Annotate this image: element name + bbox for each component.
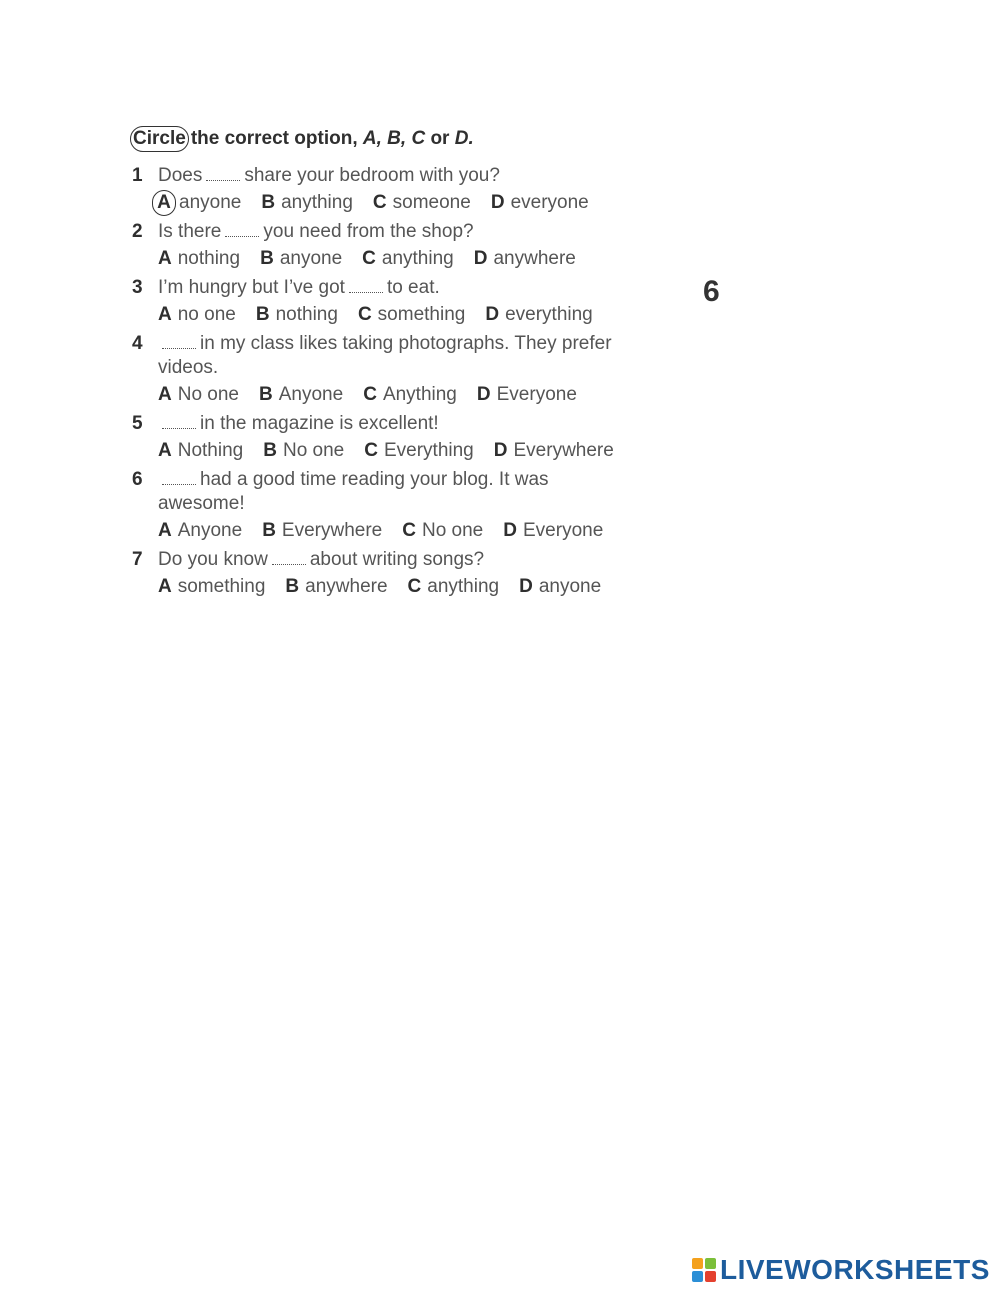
option-text: No one xyxy=(177,384,240,405)
option-row xyxy=(130,516,670,546)
option-letter: D xyxy=(490,192,505,213)
option-letter: D xyxy=(473,248,488,269)
option-text: Everyone xyxy=(496,384,577,405)
option-text: no one xyxy=(177,304,236,325)
option-letter: C xyxy=(372,192,387,213)
question-number: 1 xyxy=(132,165,143,186)
instruction-last-option: D. xyxy=(454,128,474,149)
option-letter: A xyxy=(158,520,172,541)
option-letter: C xyxy=(364,440,378,461)
question-text xyxy=(130,276,670,300)
question-text-after: in my class likes taking photographs. They prefer xyxy=(200,333,612,354)
option-b[interactable] xyxy=(262,516,382,546)
option-c[interactable] xyxy=(364,436,474,466)
option-c[interactable] xyxy=(408,572,500,602)
logo-tile-4 xyxy=(705,1271,716,1282)
option-row xyxy=(130,244,670,274)
option-b[interactable] xyxy=(260,244,342,274)
question-text-after: share your bedroom with you? xyxy=(244,165,500,186)
liveworksheets-logo xyxy=(692,1254,990,1286)
option-letter: C xyxy=(362,248,376,269)
option-text: Everywhere xyxy=(281,520,383,541)
option-text: Anything xyxy=(382,384,457,405)
option-letter: B xyxy=(262,520,276,541)
option-letter: B xyxy=(261,192,276,213)
answer-blank xyxy=(162,332,196,349)
option-text: something xyxy=(377,304,466,325)
question-text-after: about writing songs? xyxy=(309,549,485,570)
circled-option-letter: A xyxy=(152,190,176,216)
option-text: Everywhere xyxy=(513,440,614,461)
option-text: Everyone xyxy=(523,520,604,541)
option-d[interactable] xyxy=(519,572,601,602)
option-row xyxy=(130,188,670,218)
logo-tile-2 xyxy=(705,1258,716,1269)
question-continuation: videos. xyxy=(158,357,219,378)
question-5 xyxy=(130,412,670,466)
option-c[interactable] xyxy=(362,244,454,274)
option-text: everything xyxy=(505,304,593,325)
option-text: something xyxy=(177,576,266,597)
option-letter: D xyxy=(503,520,517,541)
logo-text: LIVEWORKSHEETS xyxy=(720,1254,990,1285)
option-row xyxy=(130,572,670,602)
question-number: 7 xyxy=(132,549,143,570)
option-c[interactable] xyxy=(363,380,457,410)
option-b[interactable] xyxy=(259,380,343,410)
answer-blank xyxy=(225,220,259,237)
cropped-heading-glyph: 6 xyxy=(703,275,720,308)
option-text: anything xyxy=(427,576,500,597)
option-a[interactable] xyxy=(158,188,241,218)
option-letter: A xyxy=(158,248,172,269)
option-letter: C xyxy=(407,576,422,597)
question-text xyxy=(130,164,670,188)
question-text xyxy=(130,412,670,436)
question-text xyxy=(130,468,670,492)
option-row xyxy=(130,436,670,466)
logo-tile-3 xyxy=(692,1271,703,1282)
option-a[interactable] xyxy=(158,436,243,466)
option-b[interactable] xyxy=(256,300,338,330)
option-text: Nothing xyxy=(177,440,244,461)
option-letter: A xyxy=(158,576,172,597)
option-text: No one xyxy=(421,520,484,541)
question-text xyxy=(130,332,670,356)
option-letter: D xyxy=(485,304,500,325)
circled-word: Circle xyxy=(130,126,189,152)
option-text: Anyone xyxy=(177,520,243,541)
option-b[interactable] xyxy=(285,572,387,602)
option-c[interactable] xyxy=(402,516,483,546)
question-text-after: had a good time reading your blog. It was xyxy=(200,469,549,490)
answer-blank xyxy=(206,164,240,181)
question-list xyxy=(130,164,670,602)
question-number: 2 xyxy=(132,221,143,242)
question-text-after: in the magazine is excellent! xyxy=(200,413,439,434)
option-letter: D xyxy=(493,440,508,461)
option-b[interactable] xyxy=(261,188,353,218)
question-number: 4 xyxy=(132,333,143,354)
option-d[interactable] xyxy=(477,380,577,410)
option-text: anything xyxy=(281,192,353,213)
option-letter: C xyxy=(402,520,416,541)
option-a[interactable] xyxy=(158,300,236,330)
option-letter: B xyxy=(260,248,274,269)
option-a[interactable] xyxy=(158,572,265,602)
logo-tile-1 xyxy=(692,1258,703,1269)
option-c[interactable] xyxy=(373,188,471,218)
option-letter: B xyxy=(259,384,273,405)
question-4 xyxy=(130,332,670,410)
option-text: anyone xyxy=(538,576,602,597)
option-text: everyone xyxy=(510,192,589,213)
question-text-before: Does xyxy=(158,165,203,186)
instruction-text: the correct option, xyxy=(190,128,363,149)
worksheet xyxy=(130,124,670,604)
option-letter: B xyxy=(285,576,300,597)
answer-blank xyxy=(349,276,383,293)
instruction xyxy=(130,124,670,154)
option-text: anything xyxy=(381,248,454,269)
option-text: nothing xyxy=(275,304,338,325)
option-letter: A xyxy=(158,304,172,325)
option-d[interactable] xyxy=(494,436,614,466)
question-number: 3 xyxy=(132,277,143,298)
instruction-options: A, B, C xyxy=(362,128,426,149)
answer-blank xyxy=(162,412,196,429)
option-text: Everything xyxy=(383,440,474,461)
question-number: 5 xyxy=(132,413,143,434)
option-a[interactable] xyxy=(158,380,239,410)
option-letter: D xyxy=(476,384,491,405)
option-letter: D xyxy=(519,576,533,597)
option-text: someone xyxy=(392,192,471,213)
question-text xyxy=(130,220,670,244)
question-text-before: Is there xyxy=(158,221,222,242)
option-text: anywhere xyxy=(493,248,576,269)
option-text: anywhere xyxy=(305,576,388,597)
option-text: anyone xyxy=(279,248,343,269)
answer-blank xyxy=(272,548,306,565)
option-row xyxy=(130,380,670,410)
option-a[interactable] xyxy=(158,244,240,274)
option-a[interactable] xyxy=(158,516,242,546)
question-text-after: to eat. xyxy=(386,277,440,298)
option-letter: A xyxy=(158,384,172,405)
option-d[interactable] xyxy=(503,516,603,546)
instruction-or: or xyxy=(425,128,455,149)
question-3 xyxy=(130,276,670,330)
option-text: nothing xyxy=(177,248,241,269)
option-d[interactable] xyxy=(491,188,589,218)
question-2 xyxy=(130,220,670,274)
option-letter: C xyxy=(357,304,372,325)
question-text xyxy=(130,548,670,572)
question-number: 6 xyxy=(132,469,143,490)
question-text-before: Do you know xyxy=(158,549,268,570)
option-letter: C xyxy=(363,384,377,405)
question-1 xyxy=(130,164,670,218)
option-text: anyone xyxy=(179,192,242,213)
option-d[interactable] xyxy=(474,244,576,274)
question-7 xyxy=(130,548,670,602)
option-text: No one xyxy=(282,440,345,461)
option-letter: A xyxy=(158,440,172,461)
option-d[interactable] xyxy=(485,300,592,330)
option-c[interactable] xyxy=(358,300,465,330)
option-letter: B xyxy=(263,440,277,461)
logo-icon xyxy=(692,1258,716,1282)
question-text-after: you need from the shop? xyxy=(263,221,474,242)
question-6 xyxy=(130,468,670,546)
question-continuation: awesome! xyxy=(158,493,245,514)
answer-blank xyxy=(162,468,196,485)
option-b[interactable] xyxy=(263,436,344,466)
option-row xyxy=(130,300,670,330)
option-text: Anyone xyxy=(278,384,344,405)
option-letter: B xyxy=(255,304,270,325)
question-text-before: I’m hungry but I’ve got xyxy=(158,277,345,298)
